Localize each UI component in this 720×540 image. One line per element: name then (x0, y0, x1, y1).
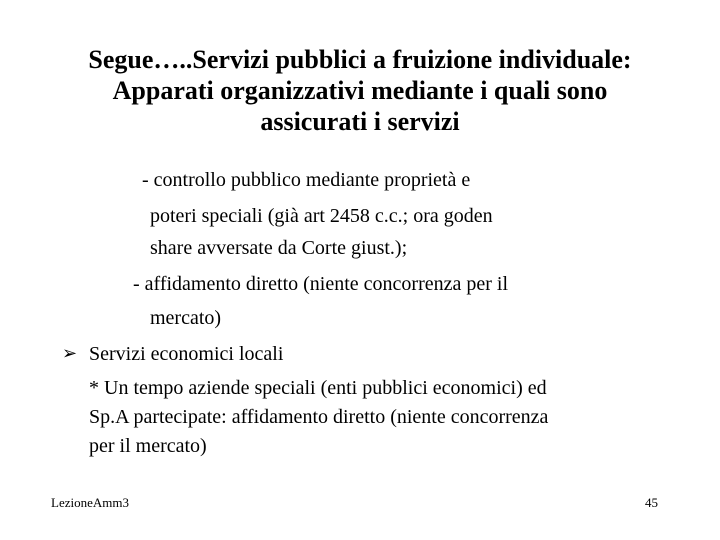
title-line-2: Apparati organizzativi mediante i quali sono (112, 76, 608, 105)
page-number: 45 (645, 495, 658, 510)
footer-lecture-label: LezioneAmm3 (51, 495, 129, 510)
sub-item-control-line-1: - controllo pubblico mediante proprietà e (142, 169, 471, 191)
arrow-bullet-icon: ➢ (62, 343, 78, 364)
detail-line-1: * Un tempo aziende speciali (enti pubblici economici) ed (89, 377, 547, 399)
sub-item-control-line-2: poteri speciali (già art 2458 c.c.; ora goden (150, 205, 493, 227)
sub-item-assignment-line-1: - affidamento diretto (niente concorrenza per il (133, 273, 509, 295)
detail-line-2: Sp.A partecipate: affidamento diretto (niente concorrenza (89, 406, 549, 428)
detail-line-3: per il mercato) (89, 435, 207, 457)
title-line-1: Segue…..Servizi pubblici a fruizione individuale: (88, 45, 632, 74)
sub-item-control-line-3: share avversate da Corte giust.); (150, 237, 408, 259)
bullet-local-services: Servizi economici locali (89, 343, 284, 365)
sub-item-assignment-line-2: mercato) (150, 307, 222, 329)
title-line-3: assicurati i servizi (260, 107, 460, 136)
slide-title (40, 44, 680, 137)
